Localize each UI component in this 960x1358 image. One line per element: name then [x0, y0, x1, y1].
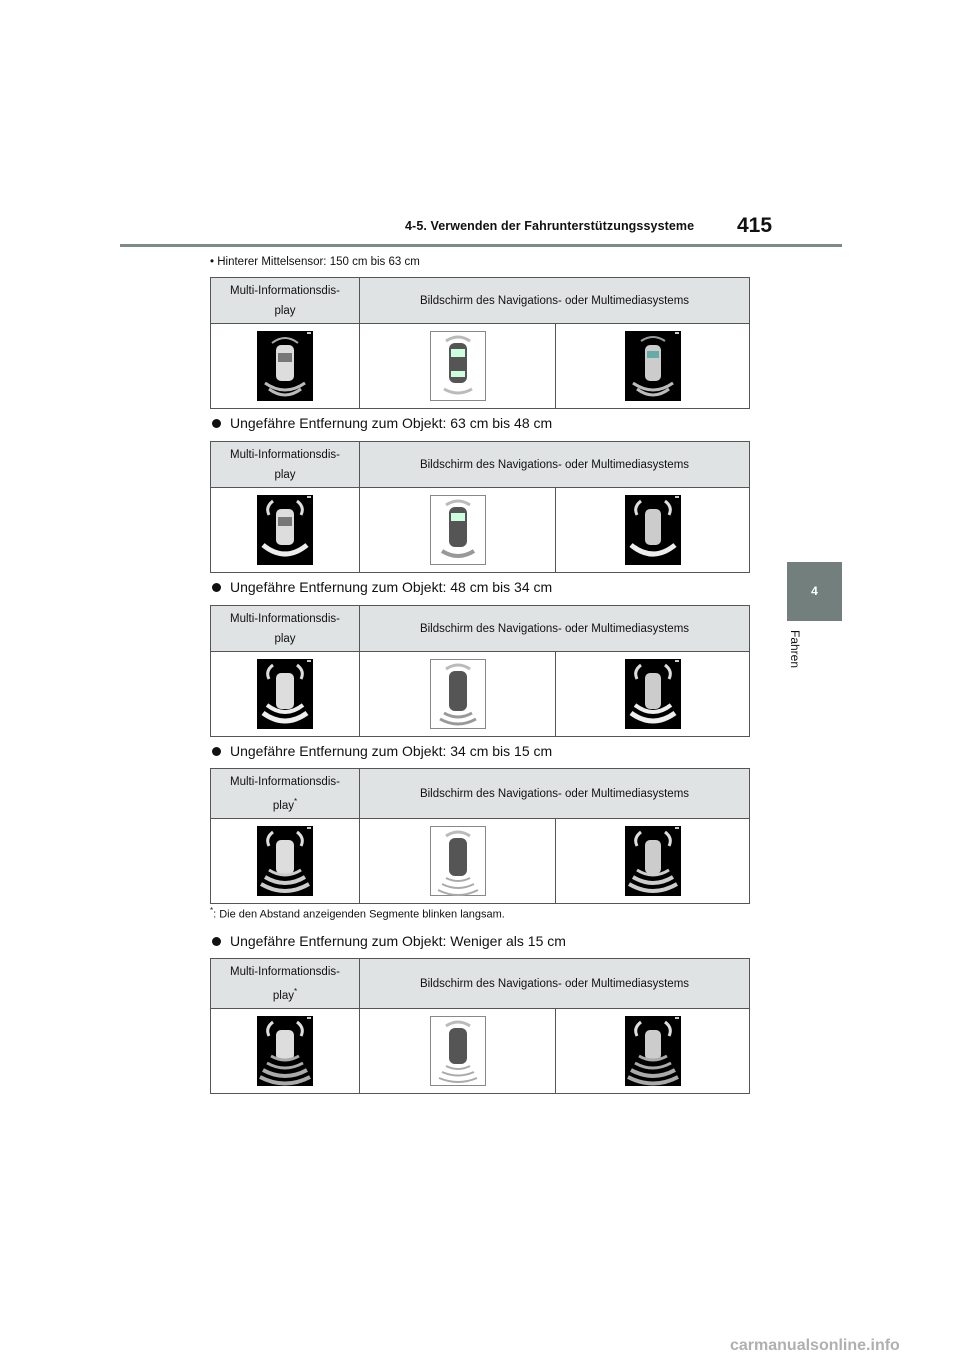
nav-display-dark-image: [556, 488, 749, 572]
bullet-dot-icon: [212, 937, 221, 946]
col-header-mid-line2-wrap: [211, 982, 359, 1006]
col-header-mid: [211, 606, 360, 651]
col-header-nav: Bildschirm des Navigations- oder Multimediasystems: [419, 294, 690, 307]
bullet-dot-icon: [212, 419, 221, 428]
display-table-4: [210, 768, 750, 904]
bullet-dot-icon: [212, 747, 221, 756]
display-table-1: [210, 277, 750, 409]
nav-display-dark-image: [556, 324, 749, 408]
footnote-mark: *: [210, 906, 214, 915]
display-table-5: [210, 958, 750, 1094]
nav-display-light-image: [360, 819, 556, 903]
col-header-mid-line2: play: [272, 799, 294, 812]
col-header-mid-line1: Multi-Informationsdis-: [230, 448, 340, 461]
footnote: [210, 906, 505, 921]
mid-display-image: [211, 324, 360, 408]
mid-display-image: [211, 819, 360, 903]
distance-bullet-4: [212, 933, 566, 949]
col-header-mid-line2-wrap: [211, 792, 359, 816]
nav-display-light-image: [360, 652, 556, 736]
nav-display-light-image: [360, 488, 556, 572]
bullet-dot-icon: [212, 583, 221, 592]
chapter-tab: 4: [787, 562, 842, 621]
nav-car-light-icon: [430, 659, 486, 729]
nav-car-dark-icon: [625, 1016, 681, 1086]
col-header-nav: Bildschirm des Navigations- oder Multimediasystems: [419, 458, 690, 471]
nav-display-light-image: [360, 324, 556, 408]
intro-line: • Hinterer Mittelsensor: 150 cm bis 63 cm: [210, 256, 420, 268]
mid-car-sensor-icon: [257, 495, 313, 565]
nav-car-light-icon: [430, 331, 486, 401]
mid-display-image: [211, 1009, 360, 1093]
distance-bullet-2: [212, 579, 552, 595]
nav-car-light-icon: [430, 495, 486, 565]
nav-display-dark-image: [556, 1009, 749, 1093]
col-header-mid-line2: play: [274, 632, 296, 645]
asterisk-mark: *: [293, 796, 298, 806]
col-header-mid: [211, 278, 360, 323]
display-table-3: [210, 605, 750, 737]
nav-car-dark-icon: [625, 331, 681, 401]
nav-car-dark-icon: [625, 495, 681, 565]
nav-car-dark-icon: [625, 826, 681, 896]
nav-display-light-image: [360, 1009, 556, 1093]
col-header-nav: Bildschirm des Navigations- oder Multimediasystems: [419, 977, 690, 990]
col-header-mid: [211, 769, 360, 818]
nav-car-light-icon: [430, 826, 486, 896]
section-title: 4-5. Verwenden der Fahrunterstützungssysteme: [405, 219, 695, 233]
chapter-label: Fahren: [788, 630, 802, 669]
asterisk-mark: *: [293, 986, 298, 996]
col-header-mid-line1: Multi-Informationsdis-: [230, 965, 340, 978]
distance-bullet-3: [212, 743, 552, 759]
distance-bullet-1: [212, 415, 552, 431]
mid-car-sensor-icon: [257, 826, 313, 896]
col-header-mid-line1: Multi-Informationsdis-: [230, 775, 340, 788]
footnote-text: : Die den Abstand anzeigenden Segmente blinken langsam.: [213, 908, 505, 921]
distance-text-1: Ungefähre Entfernung zum Objekt: 63 cm bis 48 cm: [230, 415, 553, 431]
col-header-mid-line1: Multi-Informationsdis-: [230, 284, 340, 297]
col-header-mid-line2: play: [272, 989, 294, 1002]
nav-display-dark-image: [556, 819, 749, 903]
watermark: carmanualsonline.info: [730, 1337, 900, 1354]
col-header-mid-line2: play: [274, 468, 296, 481]
col-header-nav: Bildschirm des Navigations- oder Multimediasystems: [419, 787, 690, 800]
mid-car-sensor-icon: [257, 659, 313, 729]
col-header-mid: [211, 959, 360, 1008]
distance-text-4: Ungefähre Entfernung zum Objekt: Weniger als 15 cm: [230, 933, 566, 949]
nav-display-dark-image: [556, 652, 749, 736]
nav-car-light-icon: [430, 1016, 486, 1086]
col-header-mid-line2: play: [274, 304, 296, 317]
col-header-mid-line1: Multi-Informationsdis-: [230, 612, 340, 625]
distance-text-3: Ungefähre Entfernung zum Objekt: 34 cm bis 15 cm: [230, 743, 553, 759]
col-header-mid: [211, 442, 360, 487]
nav-car-dark-icon: [625, 659, 681, 729]
mid-car-sensor-icon: [257, 1016, 313, 1086]
display-table-2: [210, 441, 750, 573]
header-divider: [120, 244, 842, 247]
page-number: 415: [737, 214, 773, 237]
distance-text-2: Ungefähre Entfernung zum Objekt: 48 cm bis 34 cm: [230, 579, 553, 595]
mid-display-image: [211, 652, 360, 736]
col-header-nav: Bildschirm des Navigations- oder Multimediasystems: [419, 622, 690, 635]
mid-car-sensor-icon: [257, 331, 313, 401]
mid-display-image: [211, 488, 360, 572]
